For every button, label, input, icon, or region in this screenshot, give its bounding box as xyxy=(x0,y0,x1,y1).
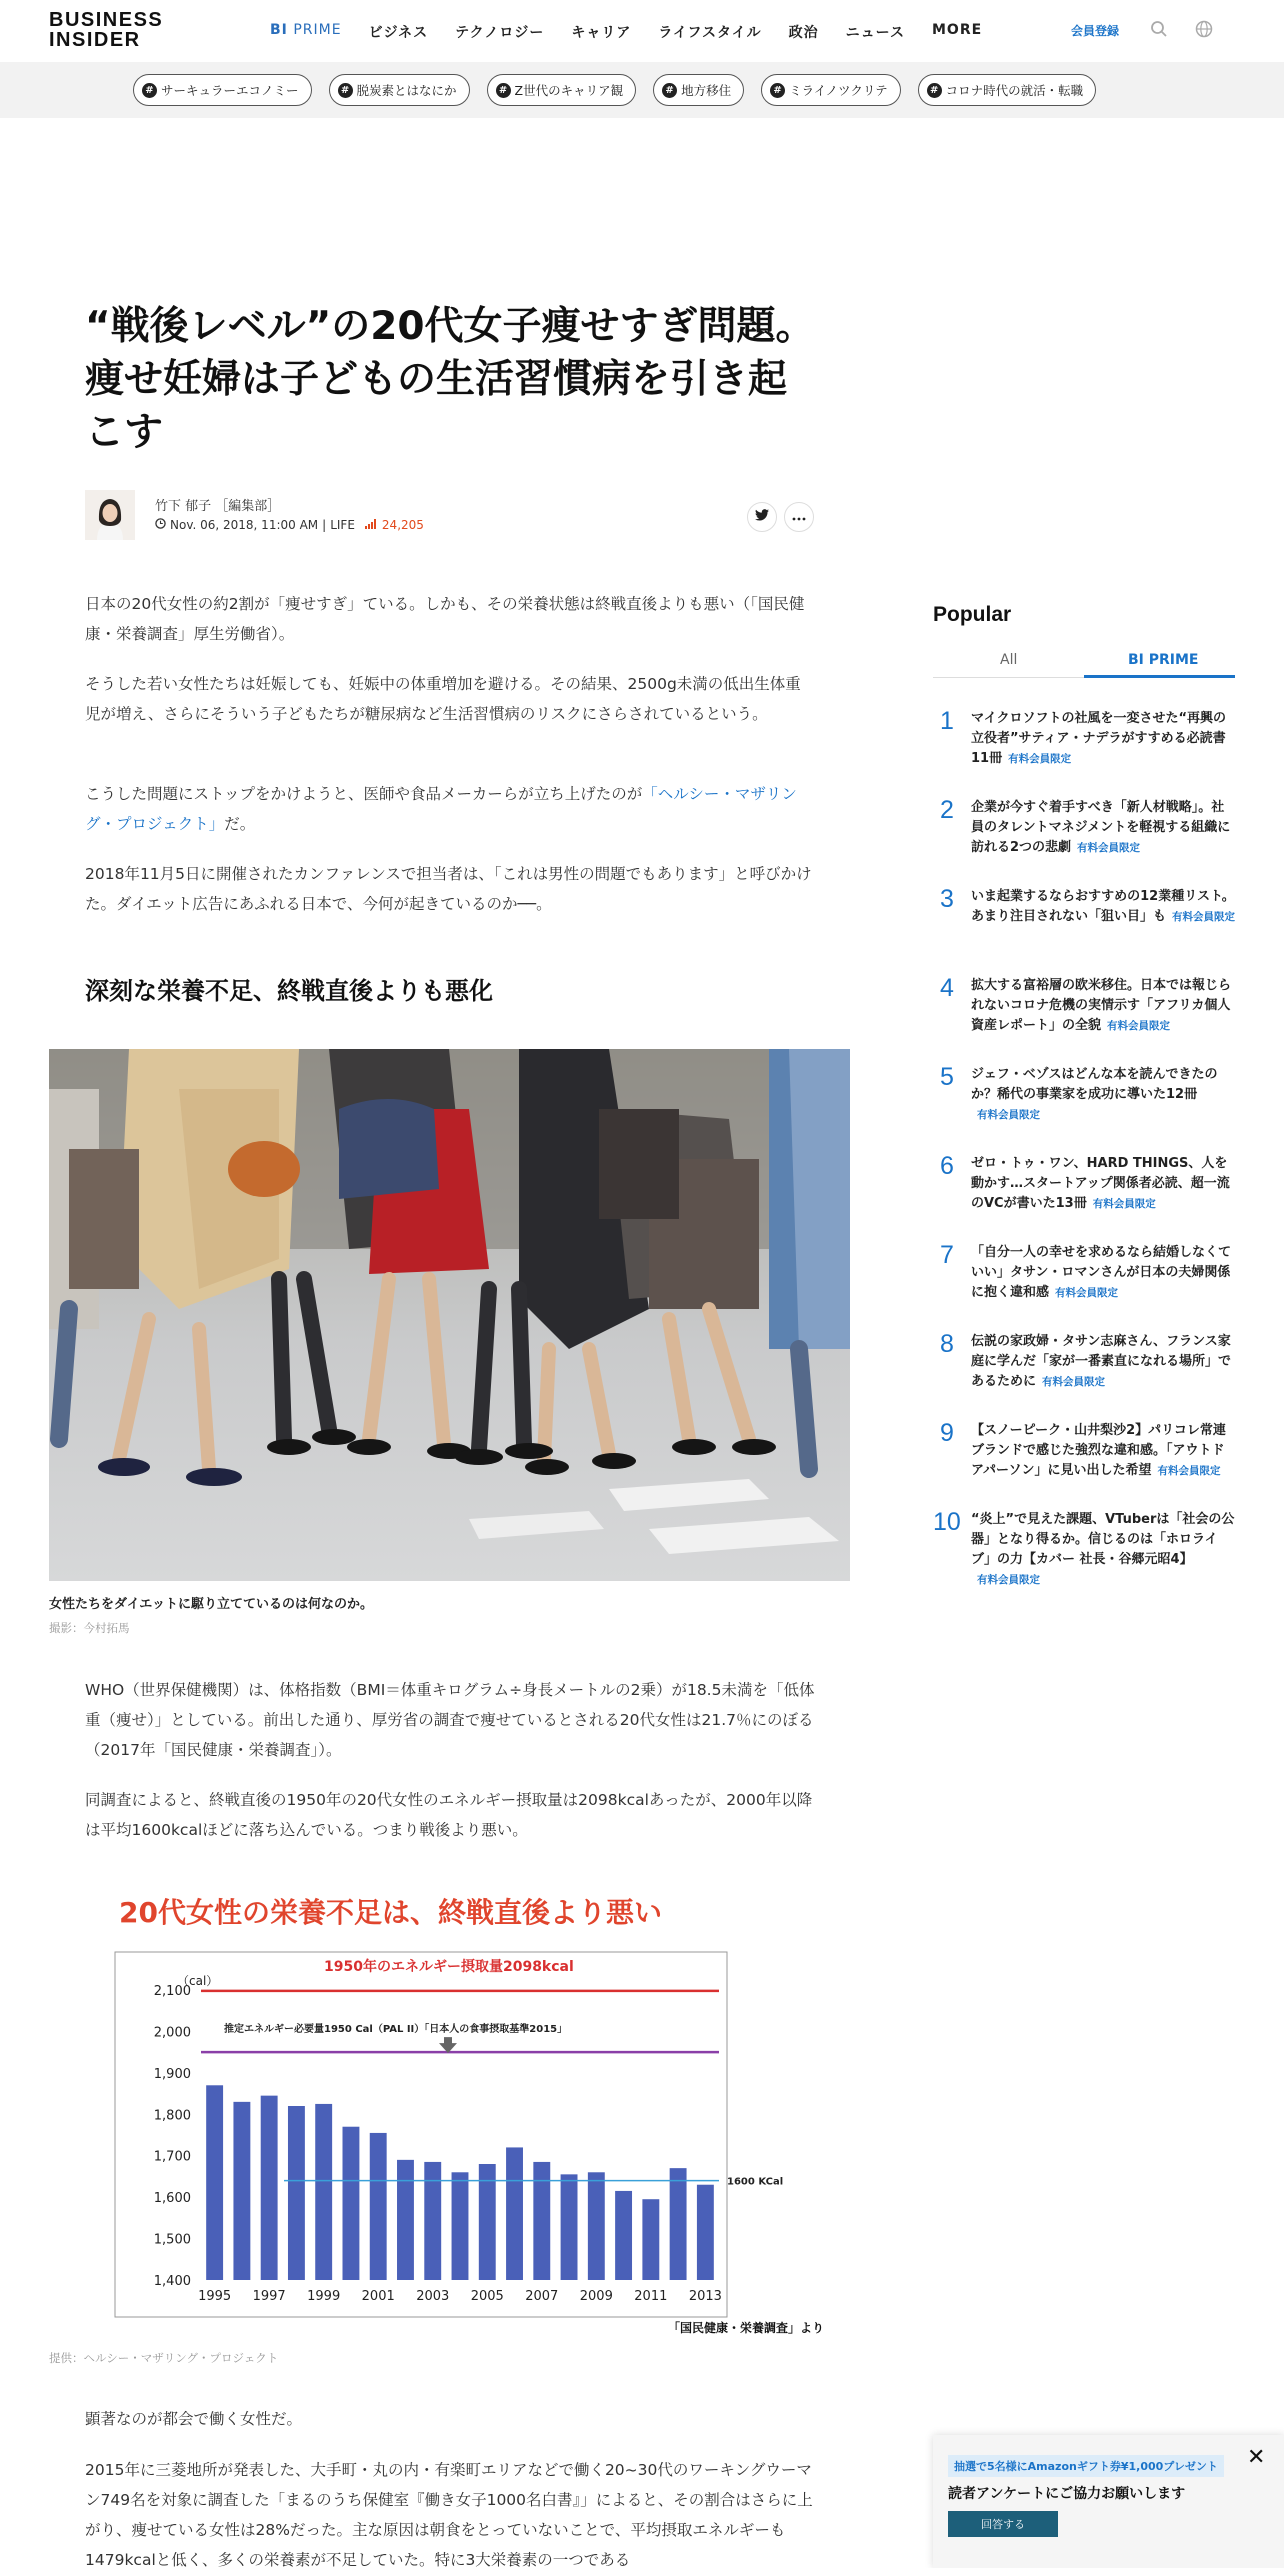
popular-rank: 10 xyxy=(933,1508,961,1536)
popular-item-text xyxy=(971,1332,1235,1392)
article-paragraph: そうした若い女性たちは妊娠しても、妊娠中の体重増加を避ける。その結果、2500g未満の低出生体重児が増え、さらにそういう子どもたちが糖尿病など生活習慣病のリスクにさらされているという。 xyxy=(85,675,801,723)
popular-item-text xyxy=(971,1421,1235,1481)
bar-2002 xyxy=(397,2160,414,2280)
reference-line-label: 推定エネルギー必要量1950 Cal（PAL II）「日本人の食事摂取基準2015」 xyxy=(224,2024,568,2036)
down-arrow-icon xyxy=(439,2037,457,2053)
popular-item-text xyxy=(971,1510,1235,1590)
bar-2003 xyxy=(424,2162,441,2280)
popular-rank: 6 xyxy=(940,1152,954,1180)
paragraph-text: だ。 xyxy=(224,815,256,833)
nav-prime-label: PRIME xyxy=(287,22,342,38)
x-tick-label: 1999 xyxy=(307,2289,341,2304)
tab-bi-prime[interactable]: BI PRIME xyxy=(1128,652,1199,668)
premium-badge: 有料会員限定 xyxy=(1092,1198,1156,1210)
article-paragraph: 顕著なのが都会で働く女性だ。 xyxy=(85,2410,303,2428)
bar-2009 xyxy=(588,2172,605,2280)
publish-date: Nov. 06, 2018, 11:00 AM xyxy=(170,518,319,532)
clock-icon xyxy=(155,518,166,532)
topic-tag-label: サーキュラーエコノミー xyxy=(161,83,299,98)
article-paragraph: 2015年に三菱地所が発表した、大手町・丸の内・有楽町エリアなどで働く20~30代のワーキングウーマン749名を対象に調査した「まるのうち保健室『働き女子1000名白書』」によると、その割合はさらに上がり、痩せている女性は28%だった。主な原因は朝食をとっていないことで、平均摂取エネルギーも1479kcalと低く、多くの栄養素が不足していた。特に3大栄養素の一つである xyxy=(85,2461,813,2568)
popular-item-title: 【スノーピーク・山井梨沙2】パリコレ常連ブランドで感じた強烈な違和感。「アウトドアパーソン」に見い出した希望 xyxy=(971,1423,1226,1478)
logo-line-1: BUSINESS xyxy=(49,9,164,31)
topic-tag-label: コロナ時代の就活・転職 xyxy=(945,83,1084,98)
popular-item-text xyxy=(971,1243,1235,1303)
bar-2010 xyxy=(615,2191,632,2280)
popular-item-title: 「自分一人の幸せを求めるなら結婚しなくていい」タサン・ロマンさんが日本の夫婦関係に抱く違和感 xyxy=(971,1245,1232,1300)
popular-tabs xyxy=(933,648,1235,678)
topic-tag-label: Z世代のキャリア観 xyxy=(514,83,624,98)
premium-badge: 有料会員限定 xyxy=(1157,1465,1221,1477)
globe-icon[interactable] xyxy=(1195,20,1213,38)
y-tick-label: 1,700 xyxy=(153,2149,191,2165)
bar-2001 xyxy=(370,2133,387,2280)
author-avatar[interactable] xyxy=(85,490,135,540)
site-header xyxy=(0,0,1284,62)
popular-item-text xyxy=(971,976,1235,1036)
x-tick-label: 1997 xyxy=(252,2289,286,2304)
photo-credit: 撮影：今村拓馬 xyxy=(49,1621,130,1635)
topic-tag[interactable] xyxy=(487,74,637,106)
topic-tag[interactable] xyxy=(761,74,901,106)
popular-item-text xyxy=(971,798,1235,858)
premium-badge: 有料会員限定 xyxy=(1172,911,1236,923)
popular-list xyxy=(933,709,1235,1599)
nav-item-politics[interactable]: 政治 xyxy=(788,25,819,41)
popular-item-text xyxy=(971,709,1235,769)
photo-caption: 女性たちをダイエットに駆り立てているのは何なのか。 xyxy=(49,1597,373,1612)
section-heading: 深刻な栄養不足、終戦直後よりも悪化 xyxy=(85,977,493,1005)
hashtag-icon: # xyxy=(662,83,677,98)
y-tick-label: 1,900 xyxy=(153,2066,191,2082)
chart-y-axis-label: （cal） xyxy=(177,1974,219,1988)
bar-2006 xyxy=(506,2147,523,2280)
chart-bars xyxy=(206,2085,714,2280)
author-name[interactable]: 竹下 郁子 ［編集部］ xyxy=(155,499,281,514)
popular-item-text xyxy=(971,1154,1235,1214)
active-tab-indicator xyxy=(1084,675,1235,678)
article-title: “戦後レベル”の20代女子痩せすぎ問題。痩せ妊婦は子どもの生活習慣病を引き起こす xyxy=(85,304,815,455)
popular-rank: 1 xyxy=(940,707,954,735)
chart-svg xyxy=(49,1880,850,2340)
premium-badge: 有料会員限定 xyxy=(1107,1020,1171,1032)
y-tick-label: 1,400 xyxy=(153,2274,191,2289)
topic-tag-label: 脱炭素とはなにか xyxy=(356,83,457,98)
y-tick-label: 1,600 xyxy=(153,2191,191,2207)
nav-item-career[interactable]: キャリア xyxy=(571,25,632,41)
article-paragraph: 日本の20代女性の約2割が「痩せすぎ」ている。しかも、その栄養状態は終戦直後よりも悪い（「国民健康・栄養調査」厚生労働省）。 xyxy=(85,595,805,643)
logo-line-2: INSIDER xyxy=(49,29,141,51)
meta-separator: | xyxy=(322,518,327,532)
reference-line-label: 1600 KCal xyxy=(727,2176,784,2188)
nav-item-lifestyle[interactable]: ライフスタイル xyxy=(658,25,762,41)
ellipsis-icon xyxy=(792,510,806,525)
popular-rank: 9 xyxy=(940,1419,954,1447)
x-tick-label: 2001 xyxy=(361,2289,395,2304)
popular-item-text xyxy=(971,887,1235,927)
popular-item-title: 伝説の家政婦・タサン志麻さん、フランス家庭に学んだ「家が一番素直になれる場所」であるために xyxy=(971,1334,1232,1389)
popular-rank: 5 xyxy=(940,1063,954,1091)
topic-tag[interactable] xyxy=(133,74,312,106)
view-count: 24,205 xyxy=(381,518,424,532)
bar-2007 xyxy=(533,2162,550,2280)
topic-tag-bar xyxy=(0,62,1284,118)
bar-2011 xyxy=(642,2199,659,2280)
close-icon[interactable]: ✕ xyxy=(1247,2445,1266,2470)
topic-tag-label: ミライノツクリテ xyxy=(789,83,888,98)
popular-item[interactable] xyxy=(933,1065,1235,1154)
x-tick-label: 2007 xyxy=(525,2289,559,2304)
topic-tag[interactable] xyxy=(329,74,470,106)
popular-item[interactable] xyxy=(933,1243,1235,1332)
popular-item-title: 拡大する富裕層の欧米移住。日本では報じられないコロナ危機の実情示す「アフリカ個人資産レポート」の全貌 xyxy=(971,978,1232,1033)
nav-item-bi-prime[interactable] xyxy=(270,22,342,42)
survey-message: 読者アンケートにご協力お願いします xyxy=(948,2486,1186,2502)
chart-x-ticks xyxy=(198,2289,722,2304)
chart-credit: 提供：ヘルシー・マザリング・プロジェクト xyxy=(49,2351,279,2365)
article-paragraph: WHO（世界保健機関）は、体格指数（BMI＝体重キログラム÷身長メートルの2乗）が18.5未満を「低体重（痩せ）」としている。前出した通り、厚労省の調査で痩せているとされる20代女性は21.7％にのぼる（2017年「国民健康・栄養調査」）。 xyxy=(85,1681,815,1759)
premium-badge: 有料会員限定 xyxy=(1008,753,1072,765)
nav-item-news[interactable]: ニュース xyxy=(845,25,905,41)
x-tick-label: 2009 xyxy=(579,2289,613,2304)
popular-heading: Popular xyxy=(933,603,1012,626)
popular-rank: 3 xyxy=(940,885,954,913)
article-paragraph xyxy=(85,779,815,839)
nav-bi-label: BI xyxy=(270,22,288,38)
survey-badge: 抽選で5名様にAmazonギフト券¥1,000プレゼント xyxy=(948,2455,1224,2477)
popular-rank: 2 xyxy=(940,796,954,824)
hashtag-icon: # xyxy=(338,83,353,98)
premium-badge: 有料会員限定 xyxy=(1042,1376,1106,1388)
reference-line-label: 1950年のエネルギー摂取量2098kcal xyxy=(324,1958,574,1975)
popular-item-title: ゼロ・トゥ・ワン、HARD THINGS、人を動かす…スタートアップ関係者必読、超一流のVCが書いた13冊 xyxy=(971,1156,1230,1211)
survey-answer-button[interactable]: 回答する xyxy=(948,2511,1058,2537)
y-tick-label: 2,000 xyxy=(153,2025,191,2041)
more-share-button[interactable] xyxy=(784,502,814,532)
popular-item-title: “炎上”で見えた課題、VTuberは「社会の公器」となり得るか。信じるのは「ホロライブ」の力【カバー 社長・谷郷元昭4】 xyxy=(971,1512,1235,1567)
x-tick-label: 2013 xyxy=(688,2289,722,2304)
topic-tag[interactable] xyxy=(918,74,1097,106)
bar-1999 xyxy=(315,2104,332,2280)
paragraph-text: こうした問題にストップをかけようと、医師や食品メーカーらが立ち上げたのが xyxy=(85,785,643,803)
hashtag-icon: # xyxy=(770,83,785,98)
popular-item[interactable] xyxy=(933,976,1235,1065)
chart-y-ticks xyxy=(154,1984,191,2289)
x-tick-label: 2003 xyxy=(416,2289,450,2304)
popular-item[interactable] xyxy=(933,1332,1235,1421)
premium-badge: 有料会員限定 xyxy=(977,1574,1040,1586)
article-photo xyxy=(49,1049,850,1581)
premium-badge: 有料会員限定 xyxy=(1055,1287,1119,1299)
hashtag-icon: # xyxy=(496,83,511,98)
twitter-share-button[interactable] xyxy=(747,502,777,532)
site-logo[interactable] xyxy=(49,10,163,50)
popular-rank: 4 xyxy=(940,974,954,1002)
article-paragraph: 同調査によると、終戦直後の1950年の20代女性のエネルギー摂取量は2098kcalあったが、2000年以降は平均1600kcalほどに落ち込んでいる。つまり戦後より悪い。 xyxy=(85,1791,813,1839)
section-link[interactable]: LIFE xyxy=(330,518,355,532)
bar-2008 xyxy=(561,2174,578,2280)
bar-2000 xyxy=(342,2127,359,2280)
twitter-icon xyxy=(755,509,769,525)
tab-all[interactable]: All xyxy=(1000,652,1018,668)
bar-2005 xyxy=(479,2164,496,2280)
bar-2013 xyxy=(697,2185,714,2280)
popular-item-text xyxy=(971,1065,1235,1125)
y-tick-label: 1,500 xyxy=(153,2232,191,2248)
bar-1997 xyxy=(261,2096,278,2280)
popular-item[interactable] xyxy=(933,798,1235,887)
bar-2012 xyxy=(670,2168,687,2280)
y-tick-label: 2,100 xyxy=(153,1984,191,1999)
x-tick-label: 2005 xyxy=(470,2289,504,2304)
hashtag-icon: # xyxy=(927,83,942,98)
x-tick-label: 1995 xyxy=(198,2289,232,2304)
popular-item[interactable] xyxy=(933,1510,1235,1599)
premium-badge: 有料会員限定 xyxy=(1077,842,1141,854)
bar-2004 xyxy=(452,2172,469,2280)
nav-item-business[interactable]: ビジネス xyxy=(368,25,429,41)
survey-popup xyxy=(933,2435,1284,2568)
main-nav xyxy=(270,22,1009,42)
bar-1998 xyxy=(288,2106,305,2280)
nav-item-more[interactable]: MORE xyxy=(931,22,983,38)
popular-item-title: 企業が今すぐ着手すべき「新人材戦略」。社員のタレントマネジメントを軽視する組織に訪れる2つの悲劇 xyxy=(971,800,1231,855)
bar-1995 xyxy=(206,2085,223,2280)
popular-rank: 8 xyxy=(940,1330,954,1358)
member-register-link[interactable]: 会員登録 xyxy=(1071,24,1120,38)
views-icon xyxy=(365,518,378,532)
search-icon[interactable] xyxy=(1150,20,1168,38)
popular-item[interactable] xyxy=(933,1154,1235,1243)
popular-item-title: ジェフ・ベゾスはどんな本を読んできたのか？稀代の事業家を成功に導いた12冊 xyxy=(971,1067,1218,1102)
article-paragraph: 2018年11月5日に開催されたカンファレンスで担当者は、「これは男性の問題でもあります」と呼びかけた。ダイエット広告にあふれる日本で、今何が起きているのか──。 xyxy=(85,865,812,913)
healthy-mothering-project-link[interactable]: 「ヘルシー・マザリング・プロジェクト」 xyxy=(85,785,797,833)
premium-badge: 有料会員限定 xyxy=(977,1109,1040,1121)
topic-tag-label: 地方移住 xyxy=(681,83,732,98)
energy-intake-chart xyxy=(49,1880,850,2340)
popular-item-title: マイクロソフトの社風を一変させた“再興の立役者”サティア・ナデラがすすめる必読書11冊 xyxy=(971,711,1227,766)
chart-title: 20代女性の栄養不足は、終戦直後より悪い xyxy=(119,1896,662,1929)
popular-item[interactable] xyxy=(933,709,1235,798)
topic-tag[interactable] xyxy=(653,74,744,106)
chart-source: 「国民健康・栄養調査」より xyxy=(667,2321,824,2335)
hashtag-icon: # xyxy=(142,83,157,98)
popular-item[interactable] xyxy=(933,1421,1235,1510)
popular-item-title: いま起業するならおすすめの12業種リスト。あまり注目されない「狙い目」も xyxy=(971,889,1235,924)
popular-rank: 7 xyxy=(940,1241,954,1269)
article-meta xyxy=(155,518,424,532)
bar-1996 xyxy=(233,2102,250,2280)
nav-item-technology[interactable]: テクノロジー xyxy=(455,25,545,41)
y-tick-label: 1,800 xyxy=(153,2108,191,2124)
popular-item[interactable] xyxy=(933,887,1235,976)
x-tick-label: 2011 xyxy=(634,2289,668,2304)
